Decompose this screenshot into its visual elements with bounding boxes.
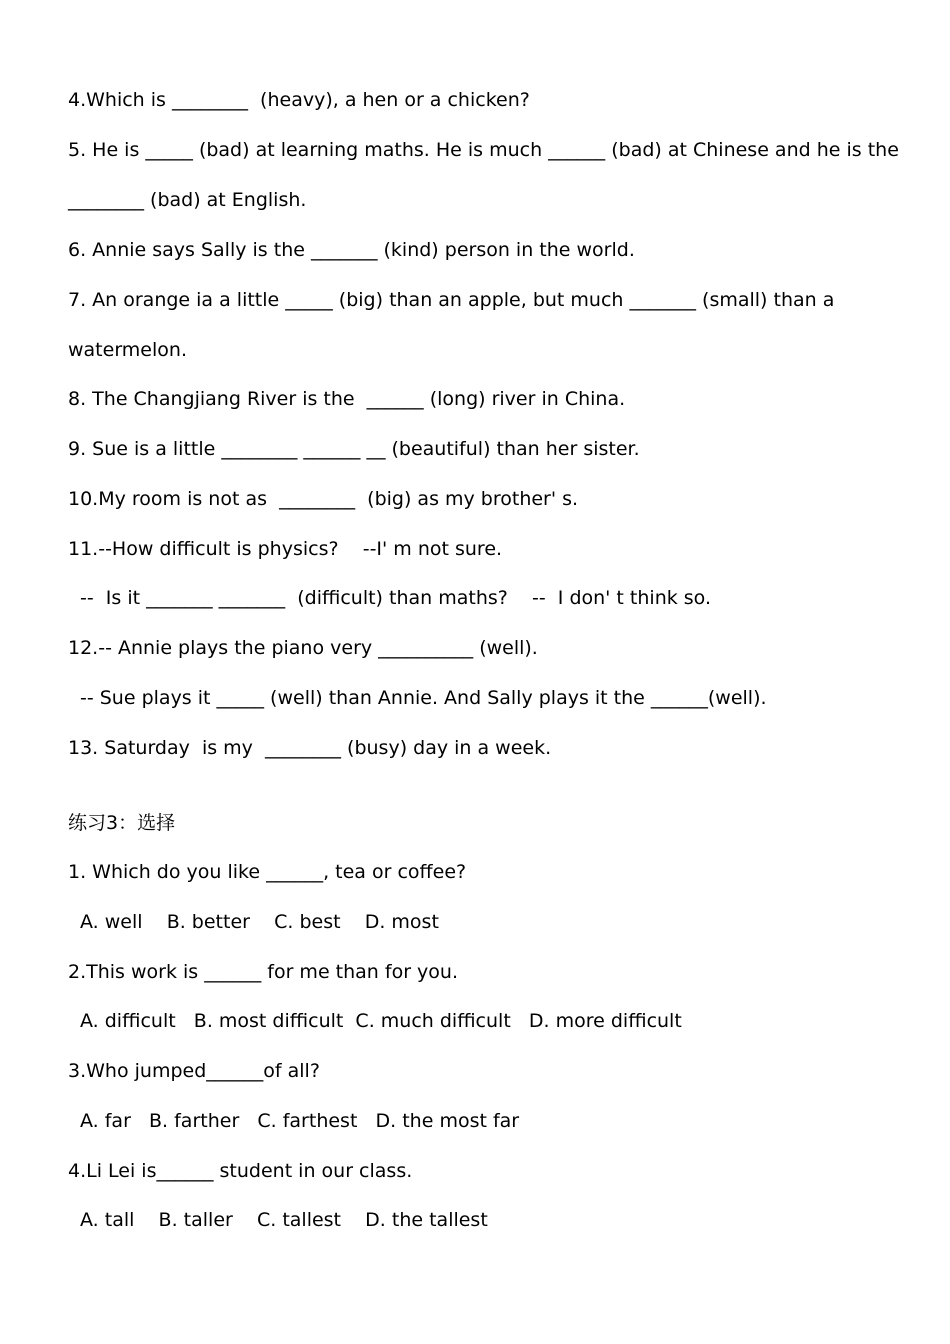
- question-7: 7. An orange ia a little _____ (big) than an apple, but much _______ (small) than a: [68, 289, 835, 311]
- choice-question-3: 3.Who jumped______of all?: [68, 1060, 320, 1082]
- question-8: 8. The Changjiang River is the ______ (long) river in China.: [68, 388, 626, 410]
- choice-question-1: 1. Which do you like ______, tea or coffee?: [68, 861, 467, 883]
- question-12-dialogue: -- Sue plays it _____ (well) than Annie. And Sally plays it the ______(well).: [80, 687, 767, 709]
- choice-question-2: 2.This work is ______ for me than for you.: [68, 961, 459, 983]
- choice-options-3: A. far B. farther C. farthest D. the most far: [80, 1110, 520, 1132]
- question-9: 9. Sue is a little ________ ______ __ (beautiful) than her sister.: [68, 438, 640, 460]
- choice-options-4: A. tall B. taller C. tallest D. the tallest: [80, 1209, 488, 1231]
- question-5-continued: ________ (bad) at English.: [68, 189, 307, 211]
- question-12: 12.-- Annie plays the piano very __________ (well).: [68, 637, 538, 659]
- question-4: 4.Which is ________ (heavy), a hen or a chicken?: [68, 89, 530, 111]
- question-11-dialogue: -- Is it _______ _______ (difficult) than maths? -- I don' t think so.: [80, 587, 712, 609]
- question-5: 5. He is _____ (bad) at learning maths. He is much ______ (bad) at Chinese and he is the: [68, 139, 899, 161]
- choice-options-1: A. well B. better C. best D. most: [80, 911, 439, 933]
- question-10: 10.My room is not as ________ (big) as my brother' s.: [68, 488, 579, 510]
- question-6: 6. Annie says Sally is the _______ (kind) person in the world.: [68, 239, 635, 261]
- choice-options-2: A. difficult B. most difficult C. much difficult D. more difficult: [80, 1010, 682, 1032]
- choice-question-4: 4.Li Lei is______ student in our class.: [68, 1160, 413, 1182]
- section-heading: 练习3：选择: [68, 812, 176, 834]
- question-11: 11.--How difficult is physics? --I' m not sure.: [68, 538, 503, 560]
- question-7-continued: watermelon.: [68, 339, 187, 361]
- question-13: 13. Saturday is my ________ (busy) day in a week.: [68, 737, 552, 759]
